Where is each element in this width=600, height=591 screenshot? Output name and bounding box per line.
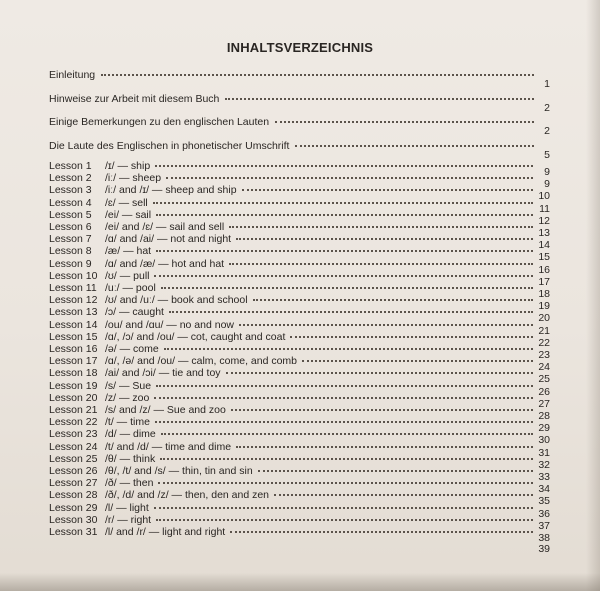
leader-dots	[253, 293, 533, 301]
lesson-number: Lesson 12	[49, 294, 98, 307]
lesson-row	[49, 282, 550, 300]
leader-dots	[101, 66, 534, 76]
lesson-title: /ou/ and /ɑu/ — no and now	[105, 318, 235, 331]
leader-dots	[295, 137, 534, 147]
lesson-number: Lesson 24	[49, 440, 98, 453]
lesson-title: /ð/, /d/ and /z/ — then, den and zen	[105, 489, 270, 502]
page-title: INHALTSVERZEICHNIS	[226, 40, 374, 55]
leader-dots	[229, 220, 533, 228]
page-shadow	[0, 573, 600, 591]
leader-dots	[275, 113, 534, 123]
lesson-page: 22	[538, 336, 550, 349]
lesson-title: /ʊ/ and /uː/ — book and school	[105, 294, 248, 307]
leader-dots	[226, 366, 533, 374]
toc-entry-einleitung	[49, 68, 550, 90]
lesson-title: /ə/ — come	[105, 343, 159, 355]
lesson-number: Lesson 15	[49, 330, 98, 343]
lesson-page: 28	[538, 410, 550, 422]
lesson-number: Lesson 20	[49, 391, 98, 404]
lesson-page: 14	[538, 239, 550, 252]
lesson-title: /t/ — time	[105, 416, 150, 429]
lesson-title: /t/ and /d/ — time and dime	[105, 440, 232, 453]
leader-dots	[156, 379, 533, 387]
lesson-page: 15	[538, 251, 550, 264]
lesson-page: 19	[538, 300, 550, 313]
toc-entry-page: 2	[544, 102, 550, 114]
lesson-number: Lesson 4	[49, 196, 92, 209]
lesson-title: /ɪ/ — ship	[105, 160, 151, 172]
leader-dots	[156, 513, 533, 521]
lesson-number: Lesson 23	[49, 428, 98, 441]
leader-dots	[258, 464, 533, 472]
lesson-title: /ð/ — then	[105, 477, 154, 490]
lesson-number: Lesson 6	[49, 221, 92, 233]
lesson-page: 10	[538, 190, 550, 203]
leader-dots	[236, 440, 533, 448]
lesson-title: /uː/ — pool	[105, 282, 156, 294]
lesson-page: 13	[538, 227, 550, 239]
lesson-page: 24	[538, 361, 550, 374]
lesson-row	[49, 465, 550, 483]
leader-dots	[274, 488, 533, 496]
lesson-page: 33	[538, 471, 550, 483]
leader-dots	[169, 305, 533, 313]
toc-final-page-row	[49, 537, 550, 555]
leader-dots	[160, 452, 533, 460]
leader-dots	[290, 330, 533, 338]
lesson-row	[49, 343, 550, 361]
lesson-number: Lesson 2	[49, 172, 92, 185]
lesson-title: /s/ — Sue	[105, 379, 152, 392]
lesson-number: Lesson 9	[49, 257, 92, 270]
lesson-page: 31	[538, 446, 550, 459]
lesson-title: /ɑ/, /ə/ and /ou/ — calm, come, and comb	[105, 355, 298, 368]
lesson-number: Lesson 7	[49, 233, 92, 246]
leader-dots	[225, 90, 534, 100]
lesson-page: 27	[538, 397, 550, 410]
lesson-title: /ei/ — sail	[105, 208, 152, 221]
toc-entry-laute	[49, 139, 550, 161]
lesson-page: 29	[538, 422, 550, 435]
lesson-number: Lesson 26	[49, 465, 98, 477]
lesson-page: 37	[538, 519, 550, 532]
toc-entry-hinweise	[49, 92, 550, 114]
leader-dots	[155, 159, 533, 167]
lesson-number: Lesson 5	[49, 208, 92, 221]
lesson-number: Lesson 14	[49, 318, 98, 331]
lesson-title: /ɔ/ — caught	[105, 306, 164, 319]
lesson-number: Lesson 17	[49, 355, 98, 368]
lesson-number: Lesson 8	[49, 245, 92, 258]
lesson-title: /ei/ and /ɛ/ — sail and sell	[105, 221, 225, 233]
lesson-page: 20	[538, 312, 550, 325]
lesson-page: 9	[544, 166, 550, 178]
lesson-number: Lesson 22	[49, 416, 98, 429]
toc-entry-page: 5	[544, 149, 550, 161]
lesson-title: /iː/ — sheep	[105, 172, 162, 185]
toc-entry-bemerkungen	[49, 115, 550, 137]
lesson-title: /θ/ — think	[105, 452, 156, 465]
lesson-page: 12	[538, 214, 550, 227]
lesson-page: 11	[539, 202, 550, 215]
lesson-number: Lesson 27	[49, 477, 98, 490]
leader-dots	[155, 415, 533, 423]
lesson-title: /iː/ and /ɪ/ — sheep and ship	[105, 184, 237, 197]
leader-dots	[166, 171, 533, 179]
lesson-title: /ɑ/ and /ai/ — not and night	[105, 233, 232, 246]
toc-entry-page: 39	[538, 543, 550, 555]
lesson-number: Lesson 31	[49, 526, 98, 538]
leader-dots	[236, 232, 533, 240]
lesson-page: 30	[538, 434, 550, 447]
lesson-title: /æ/ — hat	[105, 245, 152, 258]
lesson-number: Lesson 28	[49, 489, 98, 502]
lesson-number: Lesson 25	[49, 452, 98, 465]
lesson-number: Lesson 3	[49, 184, 92, 197]
leader-dots	[156, 208, 533, 216]
leader-dots	[229, 257, 533, 265]
lesson-page: 32	[538, 458, 550, 471]
leader-dots	[154, 501, 533, 509]
lesson-page: 21	[538, 324, 550, 337]
lesson-title: /r/ — right	[105, 513, 152, 526]
lesson-page: 36	[538, 507, 550, 520]
leader-dots	[231, 403, 533, 411]
lesson-title: /ɑ/, /ɔ/ and /ou/ — cot, caught and coat	[105, 330, 286, 343]
toc-entry-title: Einleitung	[49, 69, 96, 81]
lesson-number: Lesson 21	[49, 404, 98, 416]
leader-dots	[164, 342, 533, 350]
lesson-number: Lesson 13	[49, 306, 98, 319]
lesson-row	[49, 221, 550, 239]
lesson-page: 35	[538, 495, 550, 508]
leader-dots	[230, 525, 533, 533]
lesson-page: 9	[544, 178, 550, 191]
lesson-page: 26	[538, 385, 550, 398]
lesson-page: 25	[538, 373, 550, 386]
lesson-number: Lesson 1	[49, 160, 92, 172]
leader-dots	[239, 318, 533, 326]
lesson-title: /ai/ and /ɔi/ — tie and toy	[105, 367, 221, 380]
lesson-row	[49, 404, 550, 422]
toc-entry-title: Einige Bemerkungen zu den englischen Lauten	[49, 116, 270, 128]
leader-dots	[242, 183, 533, 191]
leader-dots	[161, 281, 533, 289]
toc-entry-page: 1	[544, 78, 550, 90]
lesson-title: /ʊ/ — pull	[105, 269, 150, 282]
leader-dots	[302, 354, 533, 362]
lesson-page: 34	[538, 483, 550, 496]
lesson-title: /θ/, /t/ and /s/ — thin, tin and sin	[105, 465, 253, 477]
lesson-page: 16	[538, 263, 550, 276]
leader-dots	[154, 391, 533, 399]
lesson-title: /s/ and /z/ — Sue and zoo	[105, 404, 226, 416]
lesson-number: Lesson 11	[49, 282, 97, 294]
lesson-row	[49, 160, 550, 178]
toc-entry-page: 2	[544, 125, 550, 137]
lesson-number: Lesson 30	[49, 513, 98, 526]
lesson-title: /ɛ/ — sell	[105, 196, 148, 209]
lesson-number: Lesson 29	[49, 501, 98, 514]
lesson-title: /z/ — zoo	[105, 391, 150, 404]
leader-dots	[158, 476, 533, 484]
lesson-page: 38	[538, 532, 550, 544]
leader-dots	[161, 427, 533, 435]
lesson-number: Lesson 10	[49, 269, 98, 282]
lesson-page: 17	[538, 275, 550, 288]
lesson-number: Lesson 16	[49, 343, 98, 355]
lesson-title: /l/ and /r/ — light and right	[105, 526, 226, 538]
lesson-page: 18	[538, 288, 550, 300]
lesson-number: Lesson 19	[49, 379, 98, 392]
leader-dots	[154, 269, 533, 277]
lesson-title: /ɑ/ and /æ/ — hot and hat	[105, 257, 225, 270]
lesson-title: /l/ — light	[105, 501, 149, 514]
leader-dots	[156, 244, 533, 252]
lesson-page: 23	[538, 349, 550, 361]
leader-dots	[153, 196, 533, 204]
toc-entry-title: Die Laute des Englischen in phonetischer Umschrift	[49, 140, 290, 152]
lesson-title: /d/ — dime	[105, 428, 156, 441]
lesson-number: Lesson 18	[49, 367, 98, 380]
toc-entry-title: Hinweise zur Arbeit mit diesem Buch	[49, 93, 220, 105]
